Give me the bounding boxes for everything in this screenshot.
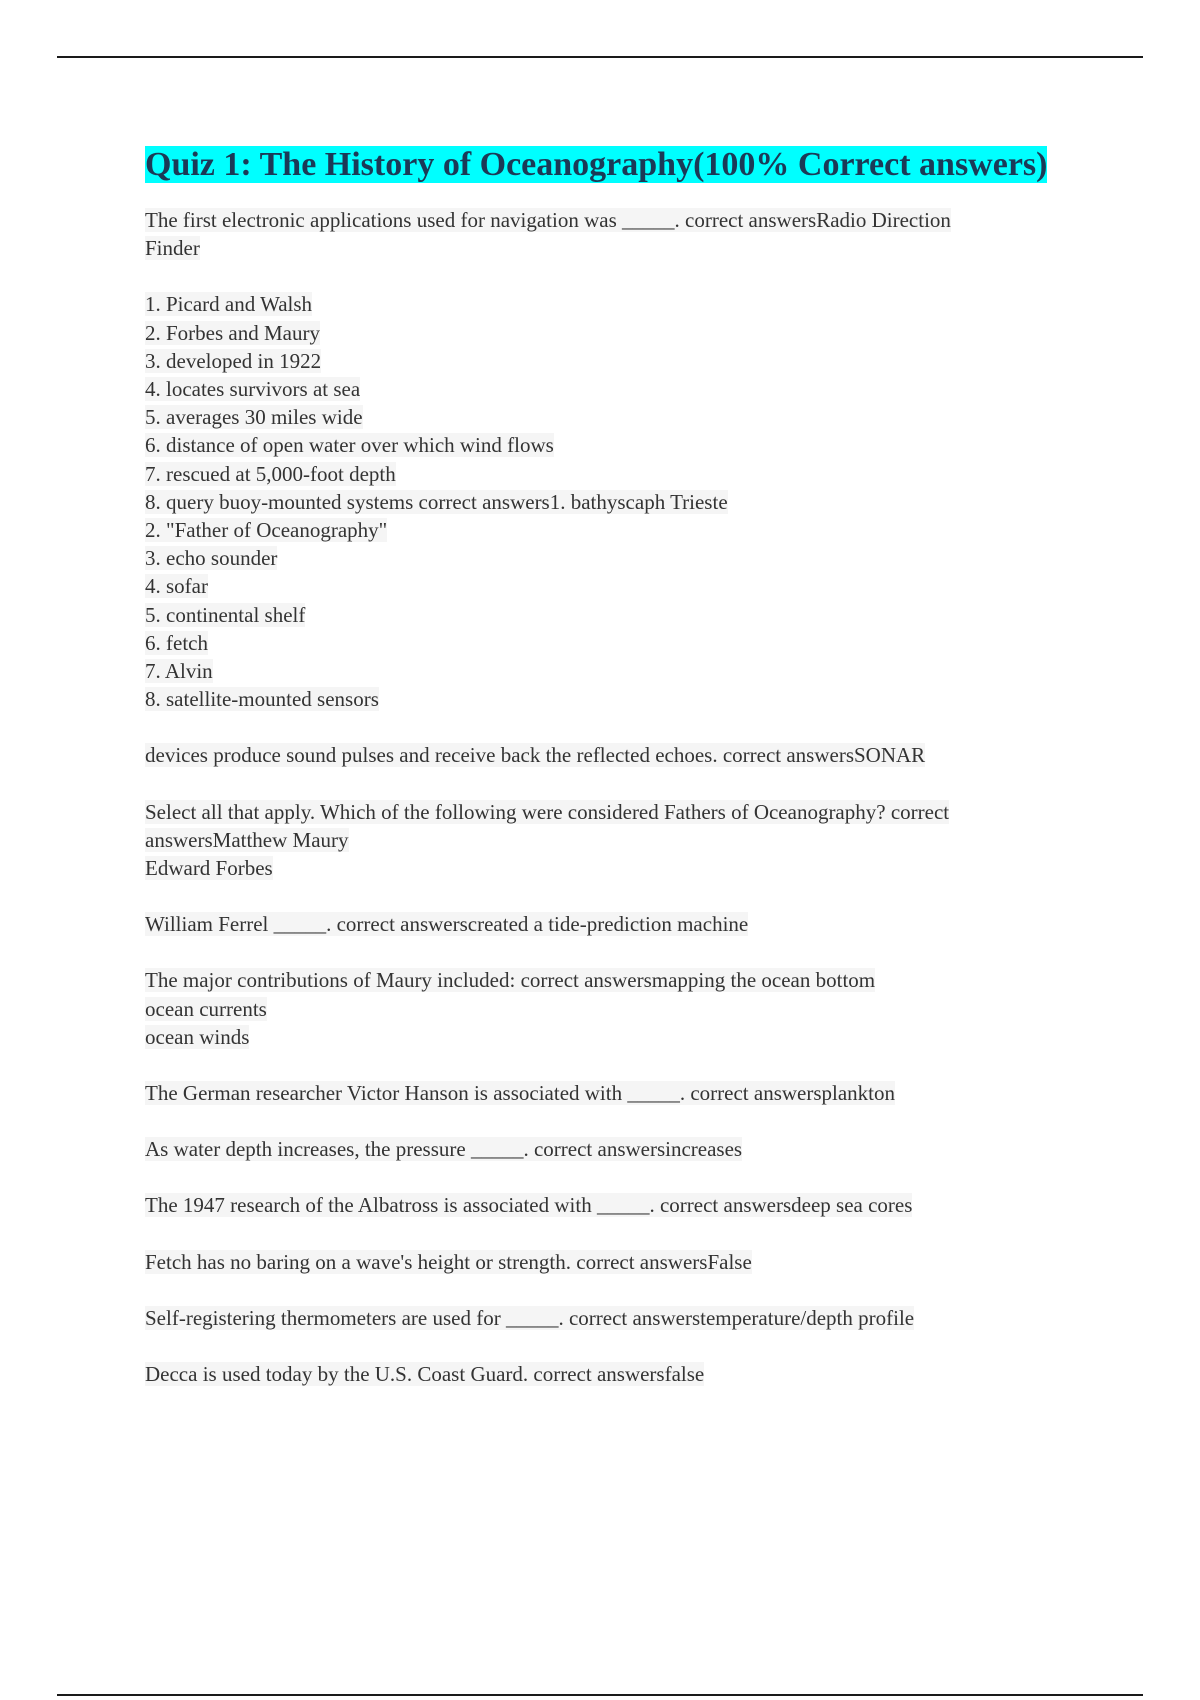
text-line-content: answersMatthew Maury: [145, 827, 349, 852]
text-line: [145, 319, 1085, 347]
text-line: [145, 403, 1085, 431]
text-line-content: 3. echo sounder: [145, 546, 278, 571]
text-line-content: 2. Forbes and Maury: [145, 320, 320, 345]
qa-paragraph: [145, 290, 1085, 713]
text-line: [145, 1248, 1085, 1276]
text-line-content: devices produce sound pulses and receive back the reflected echoes. correct answersSONAR: [145, 743, 926, 768]
text-line-content: William Ferrel _____. correct answerscreated a tide-prediction machine: [145, 912, 749, 937]
text-line: [145, 544, 1085, 572]
text-line: [145, 966, 1085, 994]
text-line-content: ocean winds: [145, 1024, 250, 1049]
text-line: [145, 1304, 1085, 1332]
text-line-content: The first electronic applications used for navigation was _____. correct answersRadio Direction: [145, 208, 951, 232]
text-line: [145, 290, 1085, 318]
text-line: [145, 1191, 1085, 1219]
qa-list: [145, 206, 1085, 1388]
text-line-content: Select all that apply. Which of the following were considered Fathers of Oceanography? correct: [145, 799, 950, 824]
qa-paragraph: [145, 1135, 1085, 1163]
text-line: [145, 657, 1085, 685]
text-line: [145, 375, 1085, 403]
text-line: [145, 741, 1085, 769]
qa-paragraph: [145, 1360, 1085, 1388]
qa-paragraph: [145, 741, 1085, 769]
text-line-content: 6. distance of open water over which wind flows: [145, 433, 554, 458]
text-line-content: 8. query buoy-mounted systems correct answers1. bathyscaph Trieste: [145, 489, 728, 514]
text-line-content: 5. continental shelf: [145, 602, 306, 627]
bottom-rule: [57, 1694, 1143, 1696]
text-line: [145, 826, 1085, 854]
text-line-content: 2. "Father of Oceanography": [145, 518, 388, 543]
page-title: [145, 143, 1085, 186]
text-line: [145, 431, 1085, 459]
text-line-content: Fetch has no baring on a wave's height or strength. correct answersFalse: [145, 1249, 752, 1274]
text-line-content: The German researcher Victor Hanson is associated with _____. correct answersplankton: [145, 1081, 896, 1106]
qa-paragraph: [145, 1191, 1085, 1219]
text-line: [145, 601, 1085, 629]
qa-paragraph: [145, 1079, 1085, 1107]
text-line-content: Decca is used today by the U.S. Coast Guard. correct answersfalse: [145, 1362, 705, 1387]
text-line-content: Edward Forbes: [145, 856, 273, 881]
document-body: [145, 143, 1085, 1416]
top-rule: [57, 56, 1143, 58]
text-line: [145, 910, 1085, 938]
text-line-content: 1. Picard and Walsh: [145, 292, 313, 317]
text-line: [145, 347, 1085, 375]
text-line-content: The 1947 research of the Albatross is associated with _____. correct answersdeep sea cores: [145, 1193, 913, 1218]
text-line: [145, 995, 1085, 1023]
text-line: [145, 488, 1085, 516]
qa-paragraph: [145, 206, 1085, 262]
text-line: [145, 572, 1085, 600]
qa-paragraph: [145, 910, 1085, 938]
text-line-content: 7. Alvin: [145, 659, 213, 684]
text-line: [145, 854, 1085, 882]
text-line-content: The major contributions of Maury included: correct answersmapping the ocean bottom: [145, 968, 876, 993]
text-line-content: 3. developed in 1922: [145, 348, 322, 373]
text-line: [145, 1360, 1085, 1388]
text-line: [145, 1135, 1085, 1163]
text-line-content: 6. fetch: [145, 630, 208, 655]
text-line: [145, 516, 1085, 544]
text-line-content: 4. sofar: [145, 574, 208, 599]
text-line: [145, 460, 1085, 488]
text-line: [145, 629, 1085, 657]
text-line-content: 7. rescued at 5,000-foot depth: [145, 461, 396, 486]
qa-paragraph: [145, 798, 1085, 883]
text-line-content: Finder: [145, 236, 200, 261]
text-line-content: ocean currents: [145, 996, 267, 1021]
text-line-content: 4. locates survivors at sea: [145, 377, 361, 402]
text-line: [145, 234, 1085, 262]
text-line-content: Self-registering thermometers are used for _____. correct answerstemperature/depth profile: [145, 1305, 915, 1330]
text-line-content: 5. averages 30 miles wide: [145, 405, 363, 430]
qa-paragraph: [145, 966, 1085, 1051]
text-line: [145, 206, 1085, 234]
text-line-content: 8. satellite-mounted sensors: [145, 687, 379, 712]
text-line-content: As water depth increases, the pressure _____. correct answersincreases: [145, 1137, 743, 1162]
text-line: [145, 685, 1085, 713]
qa-paragraph: [145, 1248, 1085, 1276]
qa-paragraph: [145, 1304, 1085, 1332]
title-highlight: Quiz 1: The History of Oceanography(100% Correct answers): [145, 146, 1048, 183]
text-line: [145, 1079, 1085, 1107]
text-line: [145, 798, 1085, 826]
text-line: [145, 1023, 1085, 1051]
